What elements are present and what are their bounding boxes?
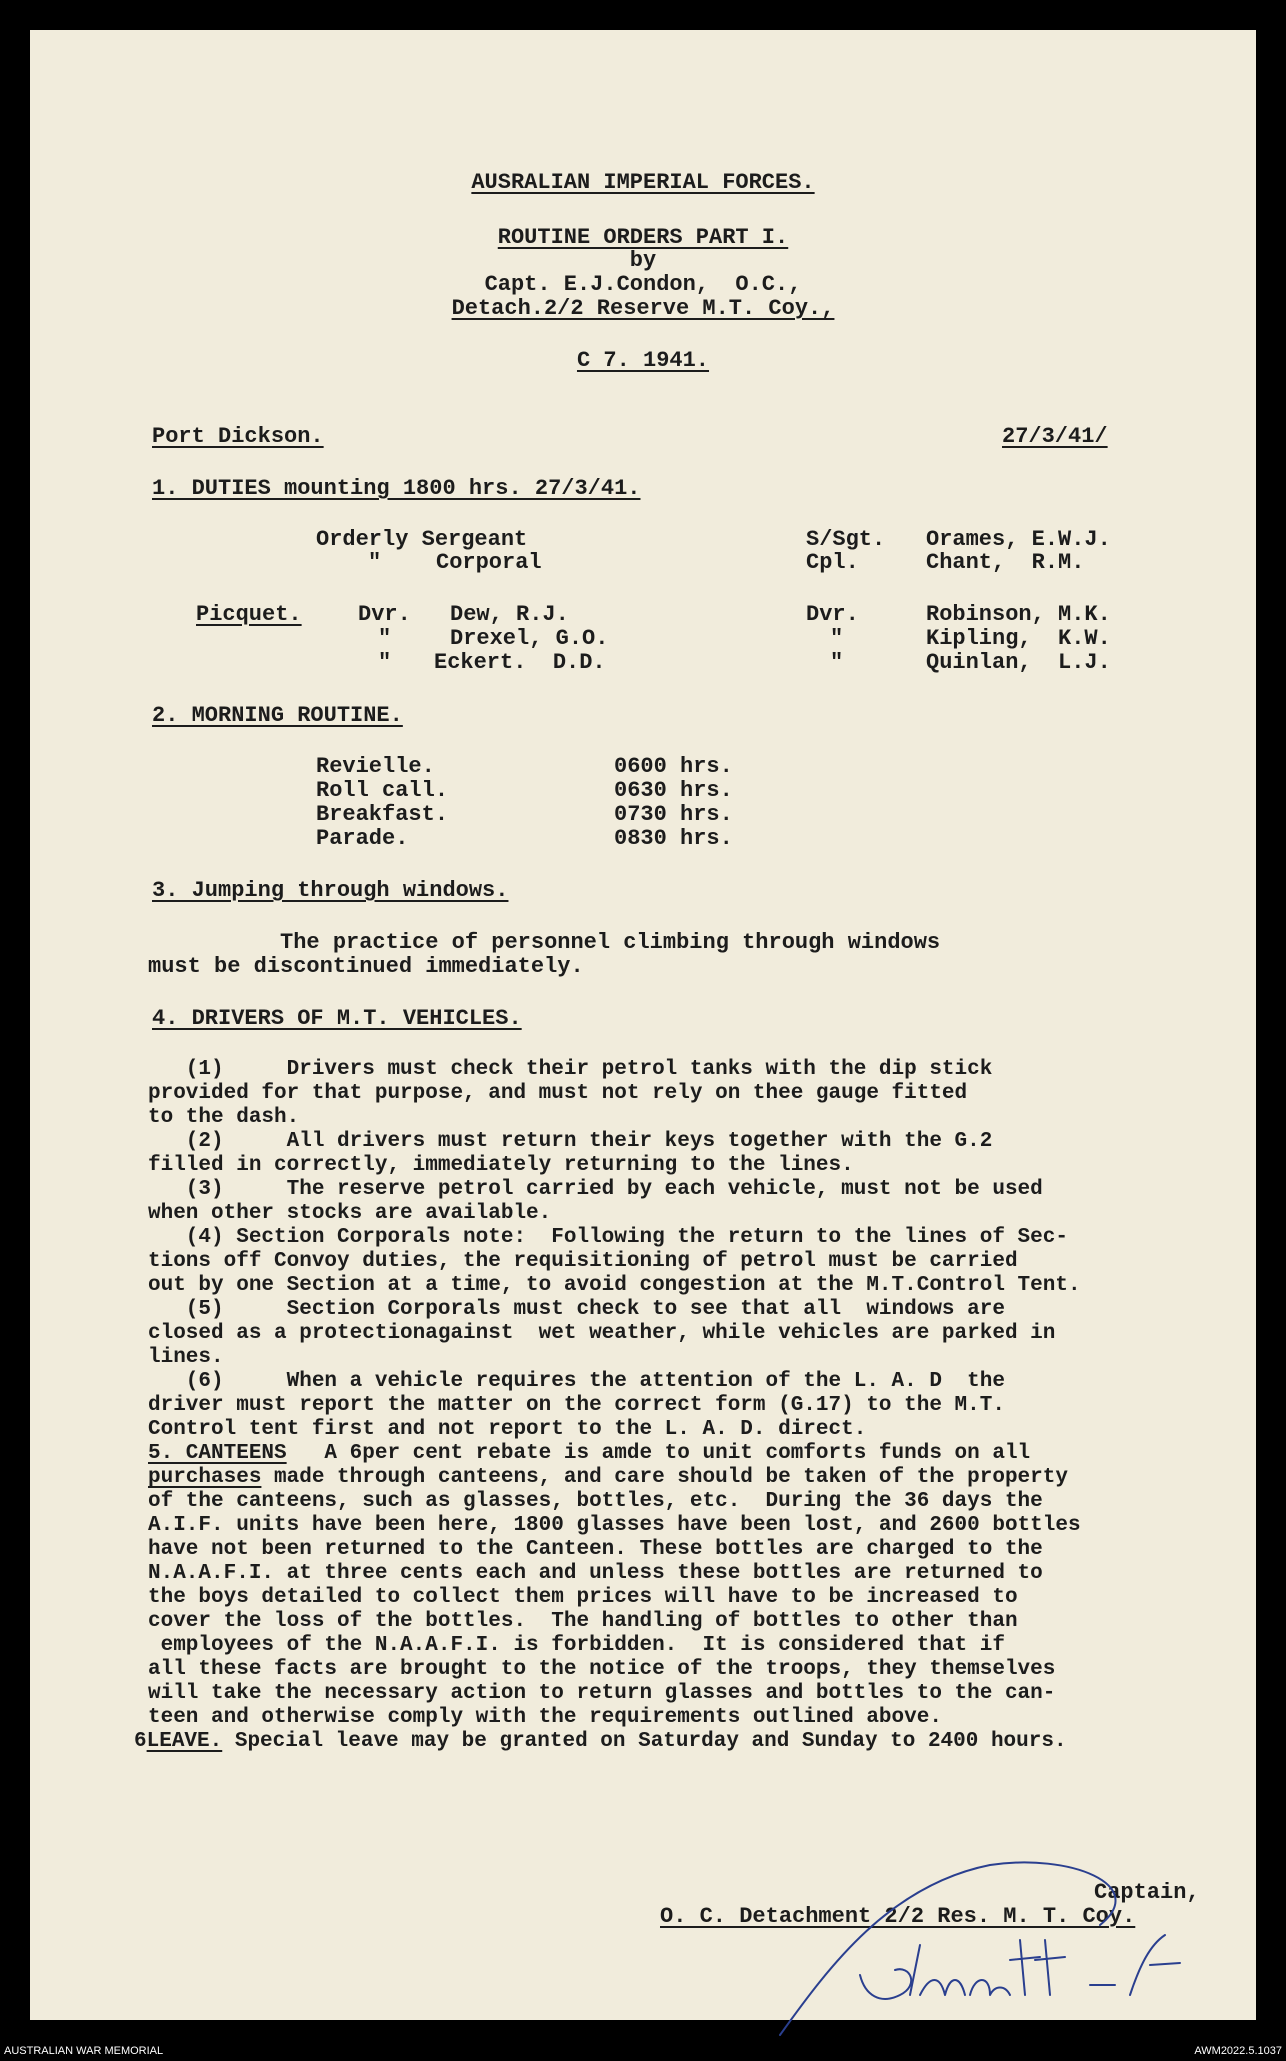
routine-time: 0630 hrs.	[614, 778, 733, 803]
body-line: A.I.F. units have been here, 1800 glasses have been lost, and 2600 bottles	[148, 1514, 1081, 1537]
morning-heading: 2. MORNING ROUTINE.	[152, 703, 403, 728]
windows-heading: 3. Jumping through windows.	[152, 878, 509, 903]
picquet-name: Dew, R.J.	[450, 602, 569, 627]
body-line: purchases made through canteens, and care should be taken of the property	[148, 1466, 1068, 1489]
picquet-rank: "	[830, 626, 844, 651]
routine-time: 0600 hrs.	[614, 754, 733, 779]
orderly-sergeant-name: Orames, E.W.J.	[926, 527, 1111, 552]
body-line: The practice of personnel climbing through windows	[148, 930, 941, 955]
body-line: tions off Convoy duties, the requisitioning of petrol must be carried	[148, 1250, 1018, 1273]
picquet-rank: "	[378, 650, 392, 675]
body-line: (1) Drivers must check their petrol tanks with the dip stick	[148, 1058, 993, 1081]
picquet-name: Kipling, K.W.	[926, 626, 1111, 651]
by-line: by	[629, 248, 657, 273]
orderly-corporal-name: Chant, R.M.	[926, 550, 1085, 575]
document-page	[30, 30, 1256, 2020]
body-line: all these facts are brought to the notice of the troops, they themselves	[148, 1658, 1056, 1681]
picquet-label: Picquet.	[196, 602, 302, 627]
document-subtitle: ROUTINE ORDERS PART I.	[497, 225, 789, 250]
date: 27/3/41/	[1002, 424, 1108, 449]
body-line: closed as a protectionagainst wet weather, while vehicles are parked in	[148, 1322, 1056, 1345]
routine-time: 0830 hrs.	[614, 826, 733, 851]
canteens-heading: 5. CANTEENS	[148, 1442, 287, 1465]
body-line: driver must report the matter on the correct form (G.17) to the M.T.	[148, 1394, 1005, 1417]
body-line: (2) All drivers must return their keys together with the G.2	[148, 1130, 993, 1153]
picquet-rank: Dvr.	[806, 602, 859, 627]
order-number: C 7. 1941.	[576, 348, 710, 373]
leave-heading: LEAVE.	[146, 1730, 223, 1753]
body-line: teen and otherwise comply with the requirements outlined above.	[148, 1706, 942, 1729]
picquet-rank: Dvr.	[358, 602, 411, 627]
routine-label: Parade.	[316, 826, 409, 851]
orderly-corporal-ditto: "	[368, 550, 382, 575]
body-line: (6) When a vehicle requires the attention of the L. A. D the	[148, 1370, 1005, 1393]
body-line: N.A.A.F.I. at three cents each and unless these bottles are returned to	[148, 1562, 1043, 1585]
signature-title: Captain,	[1094, 1880, 1200, 1905]
picquet-rank: "	[378, 626, 392, 651]
body-line: (3) The reserve petrol carried by each vehicle, must not be used	[148, 1178, 1043, 1201]
body-line: will take the necessary action to return glasses and bottles to the can-	[148, 1682, 1056, 1705]
body-line: the boys detailed to collect them prices will have to be increased to	[148, 1586, 1018, 1609]
footer-left: AUSTRALIAN WAR MEMORIAL	[4, 2045, 164, 2057]
leave-paragraph: 6LEAVE. Special leave may be granted on Saturday and Sunday to 2400 hours.	[134, 1730, 1067, 1753]
drivers-heading: 4. DRIVERS OF M.T. VEHICLES.	[152, 1006, 522, 1031]
orderly-corporal-rank: Cpl.	[806, 550, 859, 575]
signature-role: O. C. Detachment 2/2 Res. M. T. Coy.	[660, 1904, 1136, 1929]
body-line: have not been returned to the Canteen. These bottles are charged to the	[148, 1538, 1043, 1561]
routine-label: Breakfast.	[316, 802, 449, 827]
body-line: must be discontinued immediately.	[148, 954, 584, 979]
footer-right: AWM2022.5.1037	[1194, 2045, 1282, 2057]
body-line: (5) Section Corporals must check to see that all windows are	[148, 1298, 1005, 1321]
picquet-name: Robinson, M.K.	[926, 602, 1111, 627]
picquet-name: Eckert. D.D.	[434, 650, 606, 675]
body-line: Control tent first and not report to the L. A. D. direct.	[148, 1418, 867, 1441]
document-title: AUSRALIAN IMPERIAL FORCES.	[471, 170, 815, 195]
orderly-sergeant-rank: S/Sgt.	[806, 527, 886, 552]
body-line: filled in correctly, immediately returning to the lines.	[148, 1154, 854, 1177]
place: Port Dickson.	[152, 424, 324, 449]
routine-label: Revielle.	[316, 754, 435, 779]
body-line: provided for that purpose, and must not rely on thee gauge fitted	[148, 1082, 968, 1105]
body-line: lines.	[148, 1346, 224, 1369]
picquet-rank: "	[830, 650, 844, 675]
picquet-name: Drexel, G.O.	[450, 626, 609, 651]
routine-time: 0730 hrs.	[614, 802, 733, 827]
officer-line: Capt. E.J.Condon, O.C.,	[484, 272, 802, 297]
handwritten-signature	[770, 1845, 1210, 2045]
body-line: employees of the N.A.A.F.I. is forbidden. It is considered that if	[148, 1634, 1005, 1657]
unit-line: Detach.2/2 Reserve M.T. Coy.,	[451, 296, 835, 321]
body-line: (4) Section Corporals note: Following the return to the lines of Sec-	[148, 1226, 1068, 1249]
body-line: cover the loss of the bottles. The handling of bottles to other than	[148, 1610, 1018, 1633]
routine-label: Roll call.	[316, 778, 449, 803]
body-line: when other stocks are available.	[148, 1202, 552, 1225]
body-line: out by one Section at a time, to avoid congestion at the M.T.Control Tent.	[148, 1274, 1081, 1297]
picquet-name: Quinlan, L.J.	[926, 650, 1111, 675]
duties-heading: 1. DUTIES mounting 1800 hrs. 27/3/41.	[152, 476, 641, 501]
orderly-sergeant-role: Orderly Sergeant	[316, 527, 528, 552]
body-line: to the dash.	[148, 1106, 300, 1129]
orderly-corporal-role: Corporal	[436, 550, 542, 575]
canteens-paragraph-start: 5. CANTEENS A 6per cent rebate is amde to unit comforts funds on all	[148, 1442, 1031, 1465]
body-line: of the canteens, such as glasses, bottles, etc. During the 36 days the	[148, 1490, 1043, 1513]
